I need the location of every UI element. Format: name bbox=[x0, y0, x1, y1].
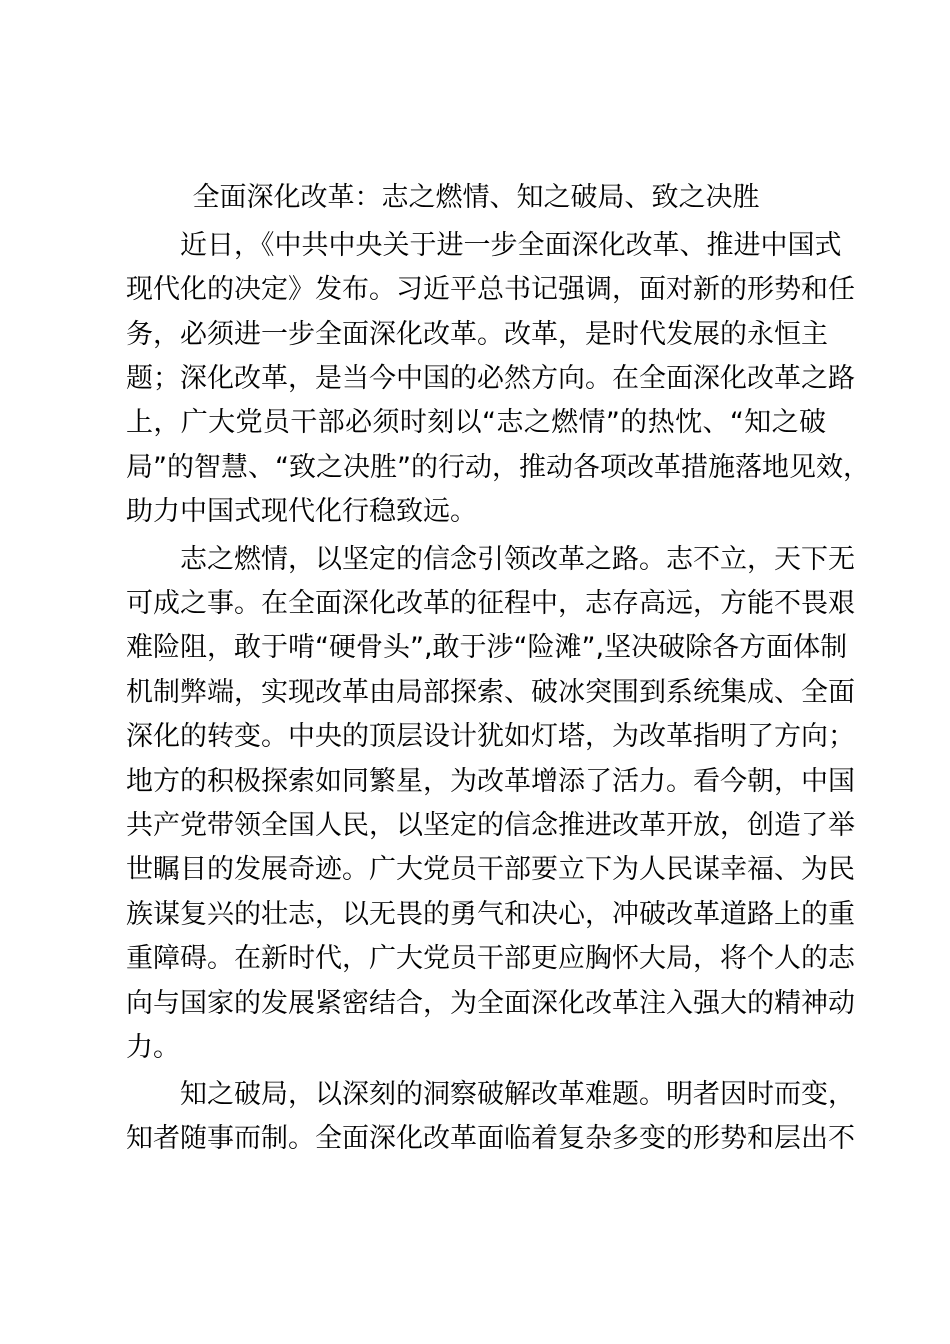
paragraph-2-line: 族谋复兴的壮志，以无畏的勇气和决心，冲破改革道路上的重 bbox=[126, 899, 855, 930]
paragraph-2-line: 世瞩目的发展奇迹。广大党员干部要立下为人民谋幸福、为民 bbox=[126, 854, 855, 885]
paragraph-1-line: 助力中国式现代化行稳致远。 bbox=[126, 496, 477, 527]
paragraph-2-line: 志之燃情，以坚定的信念引领改革之路。志不立，天下无 bbox=[180, 544, 855, 575]
paragraph-1-line: 现代化的决定》发布。习近平总书记强调，面对新的形势和任 bbox=[126, 274, 855, 305]
paragraph-2-line: 向与国家的发展紧密结合，为全面深化改革注入强大的精神动 bbox=[126, 988, 855, 1019]
paragraph-2-line: 共产党带领全国人民，以坚定的信念推进改革开放，创造了举 bbox=[126, 810, 855, 841]
paragraph-1-line: 题；深化改革，是当今中国的必然方向。在全面深化改革之路 bbox=[126, 363, 855, 394]
paragraph-3-line: 知者随事而制。全面深化改革面临着复杂多变的形势和层出不 bbox=[126, 1123, 855, 1154]
paragraph-2-line: 可成之事。在全面深化改革的征程中，志存高远，方能不畏艰 bbox=[126, 588, 855, 619]
paragraph-1-line: 局”的智慧、“致之决胜”的行动，推动各项改革措施落地见效， bbox=[126, 452, 870, 483]
paragraph-2-line: 难险阻，敢于啃“硬骨头”,敢于涉“险滩”,坚决破除各方面体制 bbox=[126, 632, 848, 663]
paragraph-1-line: 近日，《中共中央关于进一步全面深化改革、推进中国式 bbox=[180, 230, 842, 261]
paragraph-2-line: 地方的积极探索如同繁星，为改革增添了活力。看今朝，中国 bbox=[126, 766, 855, 797]
paragraph-1-line: 上，广大党员干部必须时刻以“志之燃情”的热忱、“知之破 bbox=[126, 407, 826, 438]
document-title: 全面深化改革：志之燃情、知之破局、致之决胜 bbox=[192, 182, 760, 213]
paragraph-1-line: 务，必须进一步全面深化改革。改革，是时代发展的永恒主 bbox=[126, 319, 828, 350]
paragraph-2-line: 深化的转变。中央的顶层设计犹如灯塔，为改革指明了方向； bbox=[126, 721, 855, 752]
paragraph-2-line: 重障碍。在新时代，广大党员干部更应胸怀大局，将个人的志 bbox=[126, 943, 855, 974]
paragraph-2-line: 力。 bbox=[126, 1032, 180, 1063]
paragraph-3-line: 知之破局，以深刻的洞察破解改革难题。明者因时而变， bbox=[180, 1079, 855, 1110]
paragraph-2-line: 机制弊端，实现改革由局部探索、破冰突围到系统集成、全面 bbox=[126, 677, 855, 708]
